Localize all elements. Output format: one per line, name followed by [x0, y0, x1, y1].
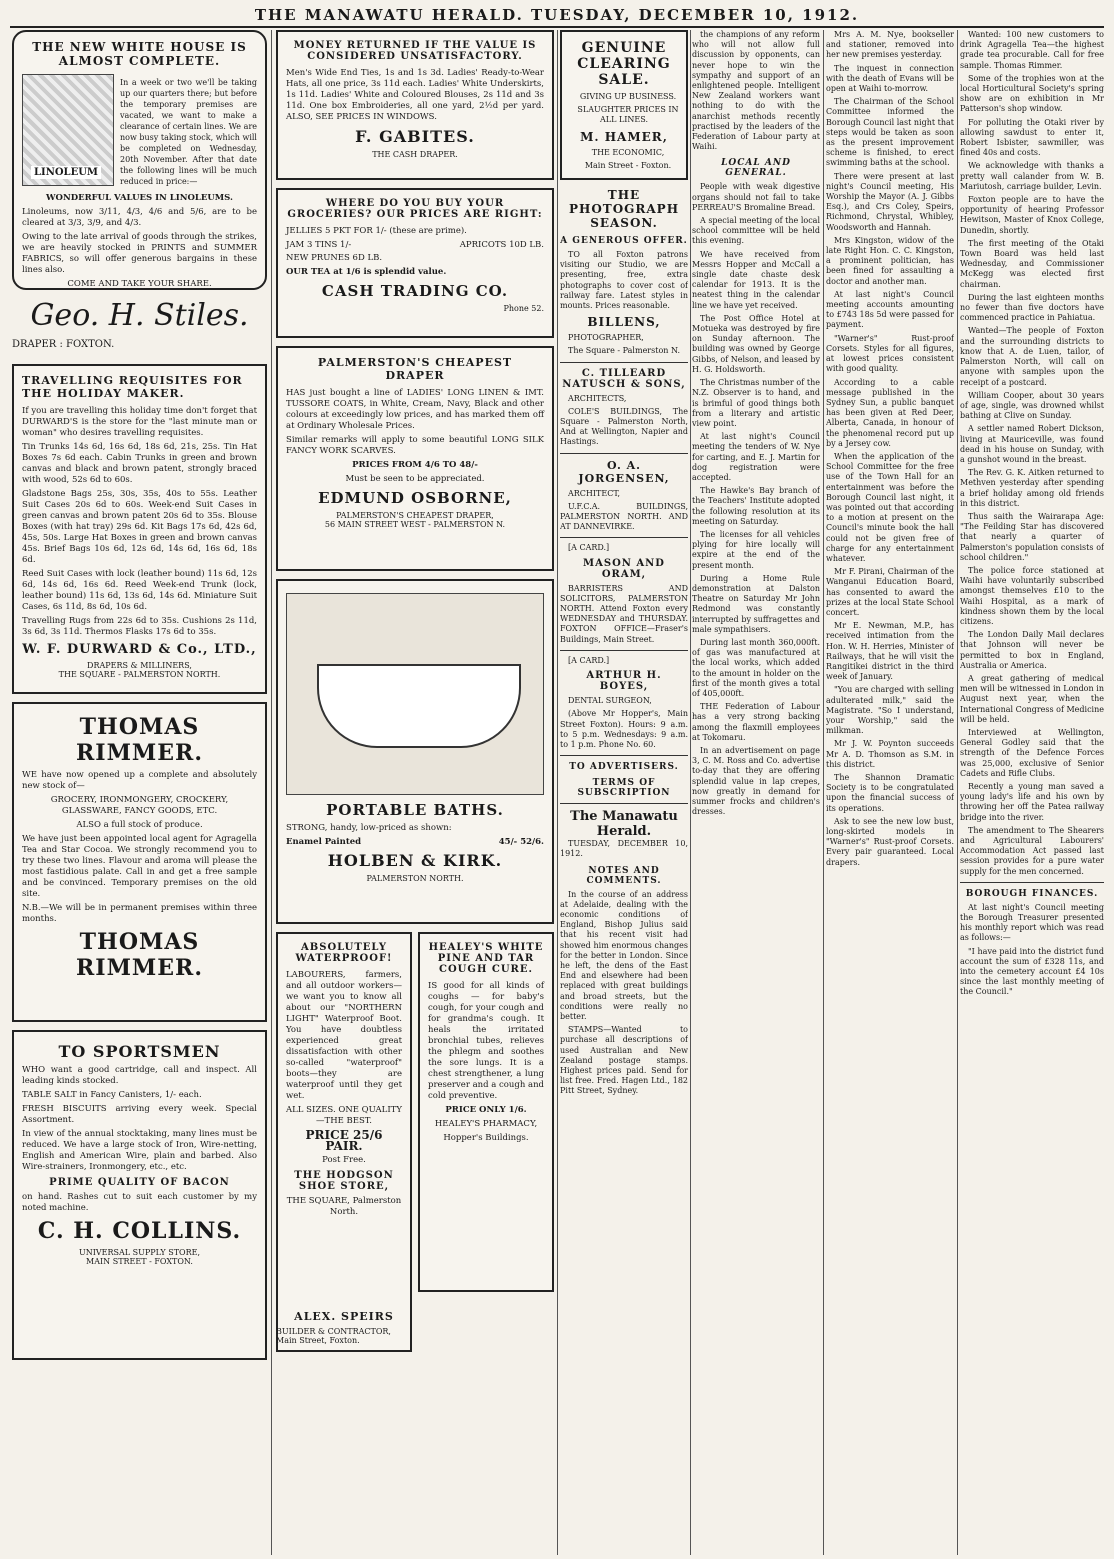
price-line: PRICE 25/6 PAIR. [305, 1128, 383, 1153]
c5-p13: Mr J. W. Poynton succeeds Mr A. D. Thomson as S.M. in this district. [826, 739, 954, 769]
speirs-sub: BUILDER & CONTRACTOR, [276, 1327, 391, 1336]
stiles-signature: Geo. H. Stiles. [30, 298, 249, 333]
prunes-line: NEW PRUNES 6D LB. [286, 253, 383, 263]
c5-p3: The Chairman of the School Committee informed the Borough Council last night that steps would be taken as soon as the present improvement scheme is finished, to erect swimming baths at the school. [826, 97, 954, 168]
gabites-sub: THE CASH DRAPER. [372, 150, 458, 159]
c6-p9: William Cooper, about 30 years of age, single, was drowned whilst bathing at Clive on Sunday. [960, 390, 1104, 421]
c6-p19: At last night's Council meeting the Borough Treasurer presented his monthly report which was read as follows:— [960, 902, 1104, 943]
cash-trading-ad [276, 188, 554, 338]
sizes-line: ALL SIZES. ONE QUALITY—THE BEST. [286, 1105, 402, 1126]
c6-p4: We acknowledge with thanks a pretty wall calander from W. B. Mariutosh, carriage builder, Levin. [960, 161, 1104, 191]
c5-p12: "You are charged with selling adulterated milk," said the Magistrate. "So I understand, your Worship," said the milkman. [826, 685, 954, 736]
c4-p4: We have received from Messrs Hopper and McCall a single date chaste desk calendar for 1913. It is the neatest thing in the calendar line we have yet received. [692, 249, 820, 310]
masthead: THE MANAWATU HERALD. TUESDAY, DECEMBER 10, 1912. [10, 6, 1104, 28]
jellies-line: JELLIES 5 PKT FOR 1/- (these are prime). [286, 226, 467, 236]
cash-phone: Phone 52. [503, 304, 544, 313]
billens-address: The Square - Palmerston N. [568, 346, 680, 356]
mason-name: MASON AND ORAM, [583, 557, 665, 580]
c4-p7: At last night's Council meeting the tenders of W. Nye for carting, and E. J. Martin for dog registration were accepted. [692, 432, 820, 482]
c4-p11: During last month 360,000ft. of gas was manufactured at the local works, which added to the amount in holder on the first of the month gives a total of 405,000ft. [692, 637, 820, 698]
advertisers-title: TO ADVERTISERS. [569, 762, 679, 773]
jam-line: JAM 3 TINS 1/- [286, 240, 352, 250]
travelling-title: TRAVELLING REQUISITES FOR THE HOLIDAY MAKER. [22, 374, 243, 400]
c6-p11: The Rev. G. K. Aitken returned to Methven yesterday after spending a brief holiday among old friends in this district. [960, 468, 1104, 508]
c6-p17: Recently a young man saved a young lady's life and his own by throwing her off the Patea railway bridge into the river. [960, 782, 1104, 822]
c6-p13: The police force stationed at Waihi have voluntarily subscribed amongst themselves £10 to the Waihi Hospital, as a mark of kindness shown them by the local citizens. [960, 565, 1104, 626]
offer-title: A GENEROUS OFFER. [560, 236, 688, 247]
waterproof-text: LABOURERS, farmers, and all outdoor workers—we want you to know all about our "NORTHERN LIGHT" Waterproof Boot. You have doubtless experienced great dissatisfaction with other so-called "waterproof" boots—they are waterproof until they get wet. [286, 970, 402, 1101]
travelling-ad [12, 364, 267, 694]
c4-p3: A special meeting of the local school committee will be held this evening. [692, 216, 820, 246]
rimmer-p2: GROCERY, IRONMONGERY, CROCKERY, GLASSWARE, FANCY GOODS, ETC. [50, 795, 229, 816]
hamer-ad [560, 30, 688, 180]
boyes-name: ARTHUR H. BOYES, [586, 670, 662, 693]
boyes-text: (Above Mr Hopper's, Main Street Foxton). Hours: 9 a.m. to 5 p.m. Wednesdays: 9 a.m. to 1 p.m. Phone No. 60. [560, 709, 688, 749]
hamer-name: M. HAMER, [580, 129, 668, 144]
hamer-sub: THE ECONOMIC, [591, 147, 665, 157]
local-general-title: LOCAL AND GENERAL. [721, 158, 791, 179]
c5-p1: Mrs A. M. Nye, bookseller and stationer, removed into her new premises yesterday. [826, 30, 954, 60]
travel-p2: Tin Trunks 14s 6d, 16s 6d, 18s 6d, 21s, 25s. Tin Hat Boxes 7s 6d each. Cabin Trunks in green and brown canvas and black and brown patent, strongly braced with wood, 52s 6d to 60s. [22, 442, 257, 485]
photo-text: TO all Foxton patrons visiting our Studio, we are presenting, free, extra photographs to cover cost of railway fare. Latest styles in mounts. Prices reasonable. [560, 250, 688, 311]
white-house-text: In a week or two we'll be taking up our quarters there; but before the temporary premises are vacated, we want to make a clearance of certain lines. We are now busy taking stock, which will be completed on Wednesday, 20th November. After that date the following lines will be much reduced in price:— [120, 78, 257, 186]
travel-p5: Travelling Rugs from 22s 6d to 35s. Cushions 2s 11d, 3s 6d, 3s 11d. Thermos Flasks 17s 6d to 35s. [22, 616, 257, 637]
osborne-name: EDMUND OSBORNE, [318, 489, 512, 507]
c4-p10: During a Home Rule demonstration at Dalston Theatre on Saturday Mr John Redmond was constantly interrupted by suffragettes and male sympathisers. [692, 573, 820, 634]
osborne-sub: PALMERSTON'S CHEAPEST DRAPER, [336, 511, 494, 520]
column-6 [960, 30, 1104, 1555]
card-label-2: [A CARD.] [568, 655, 610, 665]
c6-p16: Interviewed at Wellington, General Godley said that the strength of the Defence Forces was 25,000, exclusive of Senior Cadets and Rifle Clubs. [960, 728, 1104, 778]
c6-p14: The London Daily Mail declares that Johnson will never be permitted to box in England, Australia or America. [960, 630, 1104, 670]
c5-p8: According to a cable message published in the Sydney Sun, a public banquet has been given at Red Deer, Alberta, Canada, in honour of the phenomenal record put up by a Jersey cow. [826, 377, 954, 448]
c5-p11: Mr E. Newman, M.P., has received intimation from the Hon. W. H. Herries, Minister of Railways, that he will visit the Rangitikei district in the third week of January. [826, 621, 954, 682]
pcd-p3: PRICES FROM 4/6 TO 48/- [352, 460, 478, 470]
column-rule [690, 30, 691, 1555]
cash-trading-name: CASH TRADING CO. [321, 282, 509, 300]
travel-p3: Gladstone Bags 25s, 30s, 35s, 40s to 55s. Leather Suit Cases 20s 6d to 60s. Week-end Suit Cases in green canvas and brown patent 20s 6d to 35s. Blouse Boxes (with hat tray) 29s 6d. Kit Bags 17s 6d, 42s 6d, 45s, 50s. Large Hat Boxes in green and brown canvas 45s. Brief Bags 10s 6d, 12s 6d, 14s 6d, 16s 6d, 18s 6d. [22, 489, 257, 565]
c6-p12: Thus saith the Wairarapa Age: "The Feilding Star has discovered that nearly a quarter of Palmerston's population consists of school children." [960, 511, 1104, 562]
herald-title: The Manawatu Herald. [570, 809, 678, 840]
jorgensen-name: O. A. JORGENSEN, [578, 458, 670, 485]
holben-ad [276, 579, 554, 924]
enamel-price-2: 52/6. [520, 837, 544, 847]
durward-name: W. F. DURWARD & Co., LTD., [22, 642, 257, 657]
boyes-sub: DENTAL SURGEON, [568, 696, 652, 706]
rimmer-title: THOMAS RIMMER. [76, 714, 203, 766]
slaughter: SLAUGHTER PRICES IN ALL LINES. [577, 105, 679, 125]
healey-price: PRICE ONLY 1/6. [445, 1105, 527, 1115]
c6-p15: A great gathering of medical men will be witnessed in London in August next year, when the International Congress of Medicine will be held. [960, 673, 1104, 724]
linoleum-label: LINOLEUM [31, 166, 101, 179]
photo-title: THE PHOTOGRAPH SEASON. [568, 188, 680, 231]
gabites-ad [276, 30, 554, 180]
column-rule [557, 30, 558, 1555]
clearing-title: GENUINE CLEARING SALE. [577, 40, 671, 88]
durward-sub: DRAPERS & MILLINERS, [87, 661, 192, 670]
draper-line: DRAPER : FOXTON. [12, 339, 115, 350]
sports-p4: In view of the annual stocktaking, many lines must be reduced. We have a large stock of Iron, Wire-netting, English and American Wire, plain and barbed. Also Wire-strainers, Ironmongery, etc., etc. [22, 1129, 257, 1172]
c4-p2: People with weak digestive organs should not fail to take PERREAU'S Bromaline Bread. [692, 182, 820, 212]
sports-p1: WHO want a good cartridge, call and inspect. All leading kinds stocked. [22, 1065, 257, 1086]
c6-p10: A settler named Robert Dickson, living at Mauriceville, was found dead in his house on Sunday, with a gunshot wound in the breast. [960, 424, 1104, 464]
c5-p6: At last night's Council meeting accounts amounting to £743 18s 5d were passed for payment. [826, 289, 954, 330]
rimmer-p1: WE have now opened up a complete and absolutely new stock of— [22, 770, 257, 791]
gabites-name: F. GABITES. [355, 127, 475, 146]
healey-title: HEALEY'S WHITE PINE AND TAR COUGH CURE. [428, 942, 544, 975]
bathtub-shape [317, 664, 521, 748]
column-4 [692, 30, 820, 1555]
rimmer-title-bottom: THOMAS RIMMER. [76, 929, 203, 981]
white-house-ad [12, 30, 267, 290]
refund-title: MONEY RETURNED IF THE VALUE IS CONSIDERED UNSATISFACTORY. [293, 40, 537, 62]
hamer-address: Main Street - Foxton. [584, 160, 672, 170]
c6-p6: The first meeting of the Otaki Town Board was held last Wednesday, and Commissioner McKegg was elected first chairman. [960, 238, 1104, 289]
tilleard-name: C. TILLEARD NATUSCH & SONS, [562, 367, 686, 390]
card-label: [A CARD.] [568, 543, 610, 553]
c4-p5: The Post Office Hotel at Motueka was destroyed by fire on Sunday afternoon. The building was owned by George Gibbs, of Nelson, and leased by H. G. Holdsworth. [692, 313, 820, 374]
collins-sub: UNIVERSAL SUPPLY STORE, [78, 1248, 201, 1257]
column-2 [276, 30, 554, 1555]
bacon-title: PRIME QUALITY OF BACON [49, 1177, 230, 1188]
hodgson-address: THE SQUARE, Palmerston North. [286, 1196, 402, 1217]
c5-p9: When the application of the School Committee for the free use of the Town Hall for an entertainment was before the Borough Council last night, it was pointed out that according to a motion at present on the Council's minute book the hall could not be given free of charge for any entertainment whatever. [826, 451, 954, 563]
speirs-ad [276, 1306, 412, 1345]
strikes-text: Owing to the late arrival of goods through the strikes, we are heavily stocked in PRINTS and SUMMER FABRICS, so will offer generous bargains in these lines also. [22, 232, 257, 275]
bath-illustration [286, 593, 544, 795]
c4-p9: The licenses for all vehicles plying for hire locally will expire at the end of the present month. [692, 529, 820, 570]
durward-address: THE SQUARE - PALMERSTON NORTH. [58, 670, 221, 679]
rimmer-p3: ALSO a full stock of produce. [76, 820, 203, 830]
c5-p7: "Warner's" Rust-proof Corsets. Styles for all figures, at lowest prices consistent with good quality. [826, 333, 954, 374]
wonderful-values: WONDERFUL VALUES IN LINOLEUMS. [46, 193, 233, 203]
c6-p3: For polluting the Otaki river by allowing sawdust to enter it, Robert Isbister, sawmiller, was fined 40s and costs. [960, 117, 1104, 158]
column-1 [12, 30, 267, 1555]
rimmer-p5: N.B.—We will be in permanent premises within three months. [22, 903, 257, 924]
come-text: COME AND TAKE YOUR SHARE. [67, 279, 212, 289]
borough-finances-title: BOROUGH FINANCES. [965, 888, 1099, 899]
c5-p4: There were present at last night's Council meeting, His Worship the Mayor (A. J. Gibbs Esq.), and Crs Coley, Speirs, Richmond, Chrystal, Whibley, Woodsworth and Hannah. [826, 171, 954, 232]
c4-p12: THE Federation of Labour has a very strong backing among the flaxmill employees at Tokomaru. [692, 702, 820, 742]
c4-p8: The Hawke's Bay branch of the Teachers' Institute adopted the following resolution at its meeting on Saturday. [692, 486, 820, 526]
c5-p10: Mr F. Pirani, Chairman of the Wanganui Education Board, has consented to award the prizes at the local State School concert. [826, 567, 954, 617]
speirs-name: ALEX. SPEIRS [294, 1310, 394, 1323]
c5-p5: Mrs Kingston, widow of the late Right Hon. C. C. Kingston, a prominent politician, has been fined for assaulting a doctor and another man. [826, 235, 954, 286]
sports-p3: FRESH BISCUITS arriving every week. Special Assortment. [22, 1104, 257, 1125]
bath-title: PORTABLE BATHS. [326, 801, 504, 819]
collins-address: MAIN STREET - FOXTON. [86, 1257, 193, 1266]
c5-p14: The Shannon Dramatic Society is to be congratulated upon the financial success of its operations. [826, 773, 954, 813]
c6-p20: "I have paid into the district fund account the sum of £328 11s, and into the cemetery account £4 10s since the last monthly meeting of the Council." [960, 946, 1104, 997]
pcd-p4: Must be seen to be appreciated. [345, 474, 485, 484]
refund-lines: Men's Wide End Ties, 1s and 1s 3d. Ladies' Ready-to-Wear Hats, all one price, 3s 11d each. Ladies' White Underskirts, 1s 11d. Ladies' White and Coloured Blouses, 2s 11d and 3s 11d. One box Embroideries, all one yard, 2½d per yard. ALSO, SEE PRICES IN WINDOWS. [286, 68, 544, 122]
c6-p1: Wanted: 100 new customers to drink Agragella Tea—the highest grade tea procurable. Call for free sample. Thomas Rimmer. [960, 30, 1104, 70]
jorgensen-sub: ARCHITECT, [568, 488, 621, 498]
c4-p13: In an advertisement on page 3, C. M. Ross and Co. advertise to-day that they are offering splendid value in lap crepes, now greatly in demand for summer frocks and children's dresses. [692, 746, 820, 817]
pcd-p1: HAS just bought a line of LADIES' LONG LINEN & IMT. TUSSORE COATS, in White, Cream, Navy, Black and other colours at exceedingly low prices, and has marked them off at Ordinary Wholesale Prices. [286, 388, 544, 431]
mason-text: BARRISTERS AND SOLICITORS, PALMERSTON NORTH. Attend Foxton every WEDNESDAY and THURSDAY. FOXTON OFFICE—Fraser's Buildings, Main Street. [560, 583, 688, 644]
column-rule [957, 30, 958, 1555]
tilleard-sub: ARCHITECTS, [568, 393, 627, 403]
osborne-ad [276, 346, 554, 571]
holben-address: PALMERSTON NORTH. [366, 874, 464, 883]
enamel-price: 45/- [498, 837, 518, 847]
healey-text: IS good for all kinds of coughs — for baby's cough, for your cough and for grandma's cough. It heals the irritated bronchial tubes, relieves the phlegm and soothes the sore lungs. It is a chest strengthener, a lung preserver and a cough and cold preventive. [428, 981, 544, 1101]
collins-name: C. H. COLLINS. [37, 1218, 242, 1244]
billens-sub: PHOTOGRAPHER, [568, 333, 644, 343]
column-rule [823, 30, 824, 1555]
c6-p18: The amendment to The Shearers and Agricultural Labourers' Accommodation Act passed last session provides for a pure water supply for the men concerned. [960, 825, 1104, 876]
sportsmen-ad [12, 1030, 267, 1360]
travel-p4: Reed Suit Cases with lock (leather bound) 11s 6d, 12s 6d, 14s 6d, 16s 6d. Reed Week-end Trunk (lock, leather bound) 11s 6d, 13s 6d, 14s 6d. Miniature Suit Cases, 6s 11d, 8s 6d, 10s 6d. [22, 569, 257, 612]
holben-name: HOLBEN & KIRK. [327, 851, 503, 870]
bath-text: STRONG, handy, low-priced as shown: [286, 823, 452, 833]
travel-p1: If you are travelling this holiday time don't forget that DURWARD'S is the store for the "last minute man or woman" who desires travelling requisites. [22, 406, 257, 438]
healey-ad [418, 932, 554, 1292]
linoleum-illustration [22, 74, 114, 186]
healey-pharmacy: HEALEY'S PHARMACY, [434, 1119, 538, 1129]
billens-name: BILLENS, [587, 315, 661, 330]
jorgensen-text: U.F.C.A. BUILDINGS, PALMERSTON NORTH. AND AT DANNEVIRKE. [560, 501, 688, 532]
apricots-line: APRICOTS 10D LB. [459, 240, 544, 250]
grocer-title: WHERE DO YOU BUY YOUR GROCERIES? OUR PRICES ARE RIGHT: [287, 198, 543, 220]
notes-text: In the course of an address at Adelaide, dealing with the economic conditions of England, Bishop Julius said that his recent visit had showed him enormous changes for the better in London. Since he left, the dens of the East End and elsewhere had been replaced with great buildings and broad streets, but the conditions were really no better. [560, 889, 688, 1021]
post-free: Post Free. [322, 1155, 366, 1165]
pcd-p2: Similar remarks will apply to some beautiful LONG SILK FANCY WORK SCARVES. [286, 435, 544, 456]
c6-p7: During the last eighteen months no fewer than five doctors have commenced practice in Pahiatua. [960, 292, 1104, 323]
c6-p8: Wanted—The people of Foxton and the surrounding districts to know that A. de Luen, tailor, of Palmerston North, will call on anyone with samples upon the receipt of a postcard. [960, 326, 1104, 387]
speirs-address: Main Street, Foxton. [276, 1336, 360, 1345]
rimmer-p4: We have just been appointed local agent for Agragella Tea and Star Cocoa. We strongly recommend you to try these two lines. Flavour and aroma will please the most fastidious palate. Call in and get a free sample and be convinced. Temporary premises on the old site. [22, 834, 257, 899]
healey-buildings: Hopper's Buildings. [443, 1133, 529, 1143]
osborne-address: 56 MAIN STREET WEST - PALMERSTON N. [324, 520, 506, 529]
tilleard-text: COLE'S BUILDINGS, The Square - Palmerston North, And at Wellington, Napier and Hastings. [560, 406, 688, 447]
c4-p1: the champions of any reform who will not allow full discussion by opponents, can never hope to win the sympathy and support of an enlightened people. Intelligent New Zealand workers want nothing to do with the anarchist methods recently practised by the leaders of the Federation of Labour party at Waihi. [692, 30, 820, 152]
c5-p2: The inquest in connection with the death of Evans will be open at Waihi to-morrow. [826, 63, 954, 94]
herald-date: TUESDAY, DECEMBER 10, 1912. [560, 839, 688, 859]
rimmer-ad [12, 702, 267, 1022]
hodgson-name: THE HODGSON SHOE STORE, [294, 1170, 394, 1192]
white-house-title: THE NEW WHITE HOUSE IS ALMOST COMPLETE. [32, 40, 247, 68]
c5-p15: Ask to see the new low bust, long-skirted models in "Warner's" Rust-proof Corsets. Every pair guaranteed. Local drapers. [826, 816, 954, 867]
lino-prices: Linoleums, now 3/11, 4/3, 4/6 and 5/6, are to be cleared at 3/3, 3/9, and 4/3. [22, 207, 257, 228]
sports-p2: TABLE SALT in Fancy Canisters, 1/- each. [22, 1090, 202, 1100]
giving-up: GIVING UP BUSINESS. [579, 92, 677, 101]
column-3 [560, 30, 688, 1555]
column-rule [271, 30, 272, 1555]
column-5 [826, 30, 954, 1555]
hodgson-ad [276, 932, 412, 1352]
c4-p6: The Christmas number of the N.Z. Observer is to hand, and is brimful of good things both from a literary and artistic view point. [692, 378, 820, 428]
sportsmen-title: TO SPORTSMEN [58, 1042, 221, 1061]
terms-title: TERMS OF SUBSCRIPTION [577, 778, 671, 799]
stamps-text: STAMPS—Wanted to purchase all descriptions of used Australian and New Zealand postage stamps. Highest prices paid. Send for list free. Fred. Hagen Ltd., 182 Pitt Street, Sydney. [560, 1025, 688, 1096]
tea-line: OUR TEA at 1/6 is splendid value. [286, 267, 447, 277]
waterproof-title: ABSOLUTELY WATERPROOF! [295, 942, 393, 964]
c6-p2: Some of the trophies won at the local Horticultural Society's spring show are on exhibition in Mr Patterson's shop window. [960, 73, 1104, 114]
bacon-text: on hand. Rashes cut to suit each customer by my noted machine. [22, 1192, 257, 1213]
c6-p5: Foxton people are to have the opportunity of hearing Professor Hewitson, Master of Knox College, Dunedin, shortly. [960, 195, 1104, 235]
notes-title: NOTES AND COMMENTS. [586, 865, 662, 886]
pcd-title: PALMERSTON'S CHEAPEST DRAPER [317, 356, 513, 382]
enamel-label: Enamel Painted [286, 837, 362, 847]
